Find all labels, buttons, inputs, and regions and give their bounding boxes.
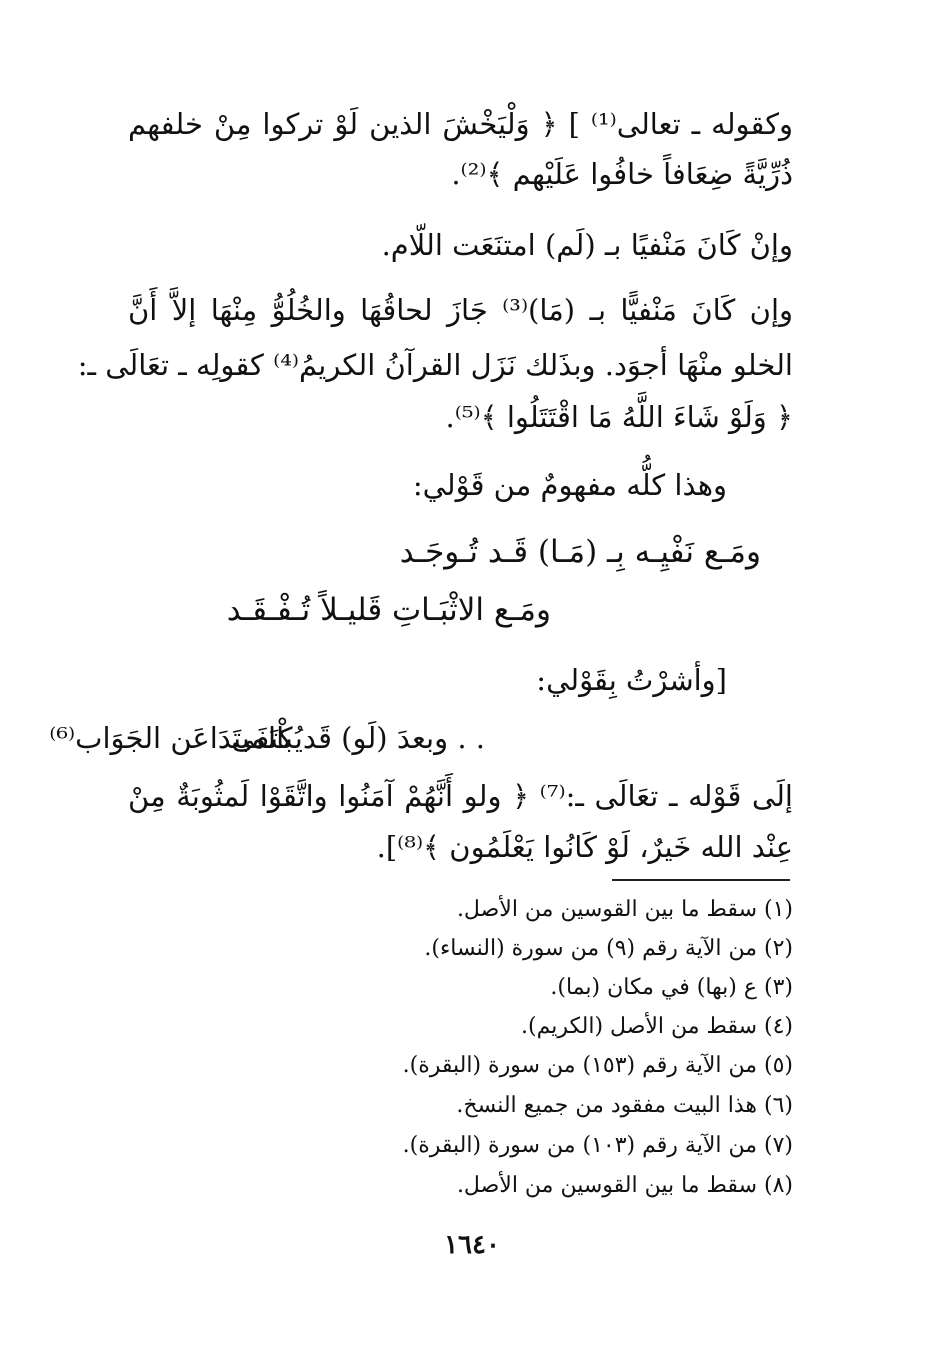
page-number: ١٦٤٠ <box>444 1230 500 1260</box>
footnote-7: (٧) من الآية رقم (١٠٣) من سورة (البقرة). <box>402 1133 793 1158</box>
body-line-2: ذُرِّيَّةً ضِعَافاً خافُوا عَلَيْهم ﴾⁽²⁾. <box>451 157 793 191</box>
footnote-3: (٣) ع (بها) في مكان (بما). <box>550 975 793 1000</box>
body-line-5: الخلو منْهَا أجوَد. وبذَلك نَزَل القرآنُ الكريمُ⁽⁴⁾ كقولِه ـ تعَالَى ـ: <box>77 348 793 382</box>
footnote-8: (٨) سقط ما بين القوسين من الأصل. <box>456 1173 793 1198</box>
footnote-1: (١) سقط ما بين القوسين من الأصل. <box>456 897 793 922</box>
body-line-1: وكقوله ـ تعالى⁽¹⁾ ] ﴿ وَلْيَخْشَ الذين لَوْ تركوا مِنْ خلفهم <box>128 107 793 141</box>
body-line-4: وإن كَانَ مَنْفيًّا بـ (مَا)⁽³⁾ جَازَ لحاقُهَا والخُلُوُّ مِنْهَا إلاَّ أَنَّ <box>128 293 793 327</box>
body-line-9: إلَى قَوْله ـ تعَالَى ـ:⁽⁷⁾ ﴿ ولو أَنَّهُمْ آمَنُوا واتَّقَوْا لَمثُوبَةٌ مِنْ <box>128 779 793 813</box>
footnote-4: (٤) سقط من الأصل (الكريم). <box>521 1014 793 1039</box>
body-line-3: وإنْ كَانَ مَنْفيًا بـ (لَم) امتنَعَت اللّام. <box>381 228 793 262</box>
body-line-10: عِنْد الله خَيرٌ، لَوْ كَانُوا يَعْلَمُون ﴾⁽⁸⁾]. <box>376 830 793 864</box>
footnote-6: (٦) هذا البيت مفقود من جميع النسخ. <box>456 1093 793 1118</box>
body-line-6: ﴿ وَلَوْ شَاءَ اللَّهُ مَا اقْتَتَلُوا ﴾⁽⁵⁾. <box>445 400 793 434</box>
footnote-separator <box>612 879 790 881</box>
body-line-7: وهذا كلُّه مفهومٌ من قَوْلي: <box>412 468 727 502</box>
body-line-8: [وأشرْتُ بِقَوْلي: <box>536 663 727 697</box>
verse-line-2: ومَـع الاثْبَـاتِ قَليـلاً تُـفْـقَـد <box>226 592 551 628</box>
verse-line-3a: . . وبعدَ (لَو) قَديُكْتَفَى <box>231 721 485 755</box>
footnote-2: (٢) من الآية رقم (٩) من سورة (النساء). <box>424 936 793 961</box>
footnote-5: (٥) من الآية رقم (١٥٣) من سورة (البقرة). <box>402 1053 793 1078</box>
verse-line-1: ومَـع نَفْيِـه بِـ (مَـا) قَـد تُـوجَـد <box>399 534 761 570</box>
verse-line-3b: بالمبتَدَاعَن الجَوَاب⁽⁶⁾ <box>49 721 293 755</box>
